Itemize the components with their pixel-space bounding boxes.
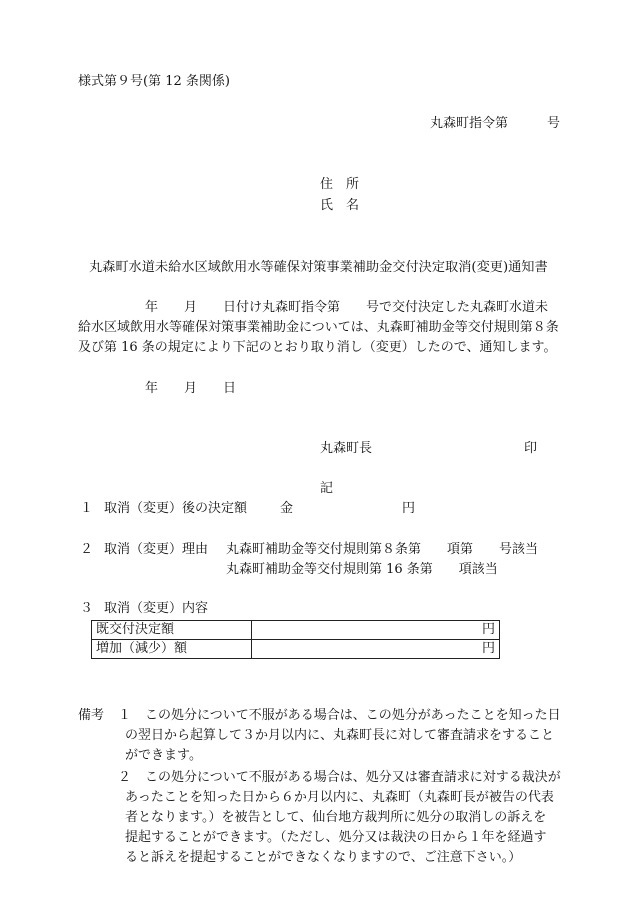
item3-number: ３: [80, 601, 94, 616]
date-line: 年 月 日: [145, 381, 237, 396]
body-line: 年 月 日付け丸森町指令第 号で交付決定した丸森町水道未: [145, 300, 549, 315]
note-line: ができます。: [125, 748, 202, 763]
issuer-name: 丸森町長: [320, 441, 373, 456]
change-content-table: [91, 620, 500, 659]
item2-reason-2: 丸森町補助金等交付規則第 16 条第 項該当: [226, 562, 498, 577]
note-line: この処分について不服がある場合は、処分又は審査請求に対する裁決が: [145, 770, 561, 785]
note1-text: [125, 706, 565, 766]
note-line: の翌日から起算して３か月以内に、丸森町長に対して審査請求をすること: [125, 728, 555, 743]
body-paragraph: [78, 298, 559, 358]
form-title: 様式第９号(第 12 条関係): [78, 74, 230, 89]
item1-kin: 金: [280, 501, 294, 516]
body-line: 及び第 16 条の規定により下記のとおり取り消し（変更）したので、通知します。: [78, 340, 557, 355]
item2-label: 取消（変更）理由: [104, 542, 209, 557]
note-line: あったことを知った日から６か月以内に、丸森町（丸森町長が被告の代表: [125, 790, 554, 805]
row-label: 増加（減少）額: [92, 640, 252, 659]
note-line: 提起することができます。（ただし、処分又は裁決の日から１年を経過す: [125, 830, 547, 845]
address-label: 住 所: [320, 177, 360, 192]
note2-number: ２: [118, 770, 132, 785]
order-number: 丸森町指令第 号: [430, 116, 561, 131]
row-label: 既交付決定額: [92, 621, 252, 640]
table-row: [92, 640, 500, 659]
row-unit: 円: [252, 621, 500, 640]
note2-text: [125, 768, 565, 868]
item2-number: ２: [80, 542, 94, 557]
document-title: 丸森町水道未給水区域飲用水等確保対策事業補助金交付決定取消(変更)通知書: [89, 260, 548, 275]
item1-yen: 円: [402, 501, 416, 516]
table-row: [92, 621, 500, 640]
body-line: 給水区域飲用水等確保対策事業補助金については、丸森町補助金等交付規則第８条: [78, 320, 559, 335]
note-line: ると訴えを提起することができなくなりますので、ご注意下さい。）: [125, 850, 522, 865]
item3-label: 取消（変更）内容: [104, 601, 209, 616]
item1-label: 取消（変更）後の決定額: [104, 501, 248, 516]
row-unit: 円: [252, 640, 500, 659]
note-line: この処分について不服がある場合は、この処分があったことを知った日: [145, 708, 561, 723]
note-line: 者となります。）を被告として、仙台地方裁判所に処分の取消しの訴えを: [125, 810, 547, 825]
seal-mark: 印: [524, 441, 538, 456]
item1-number: １: [80, 501, 94, 516]
ki-heading: 記: [320, 481, 334, 496]
notes-heading: 備考: [78, 708, 105, 723]
note1-number: １: [118, 708, 132, 723]
item2-reason-1: 丸森町補助金等交付規則第８条第 項第 号該当: [226, 542, 539, 557]
name-label: 氏 名: [320, 198, 360, 213]
